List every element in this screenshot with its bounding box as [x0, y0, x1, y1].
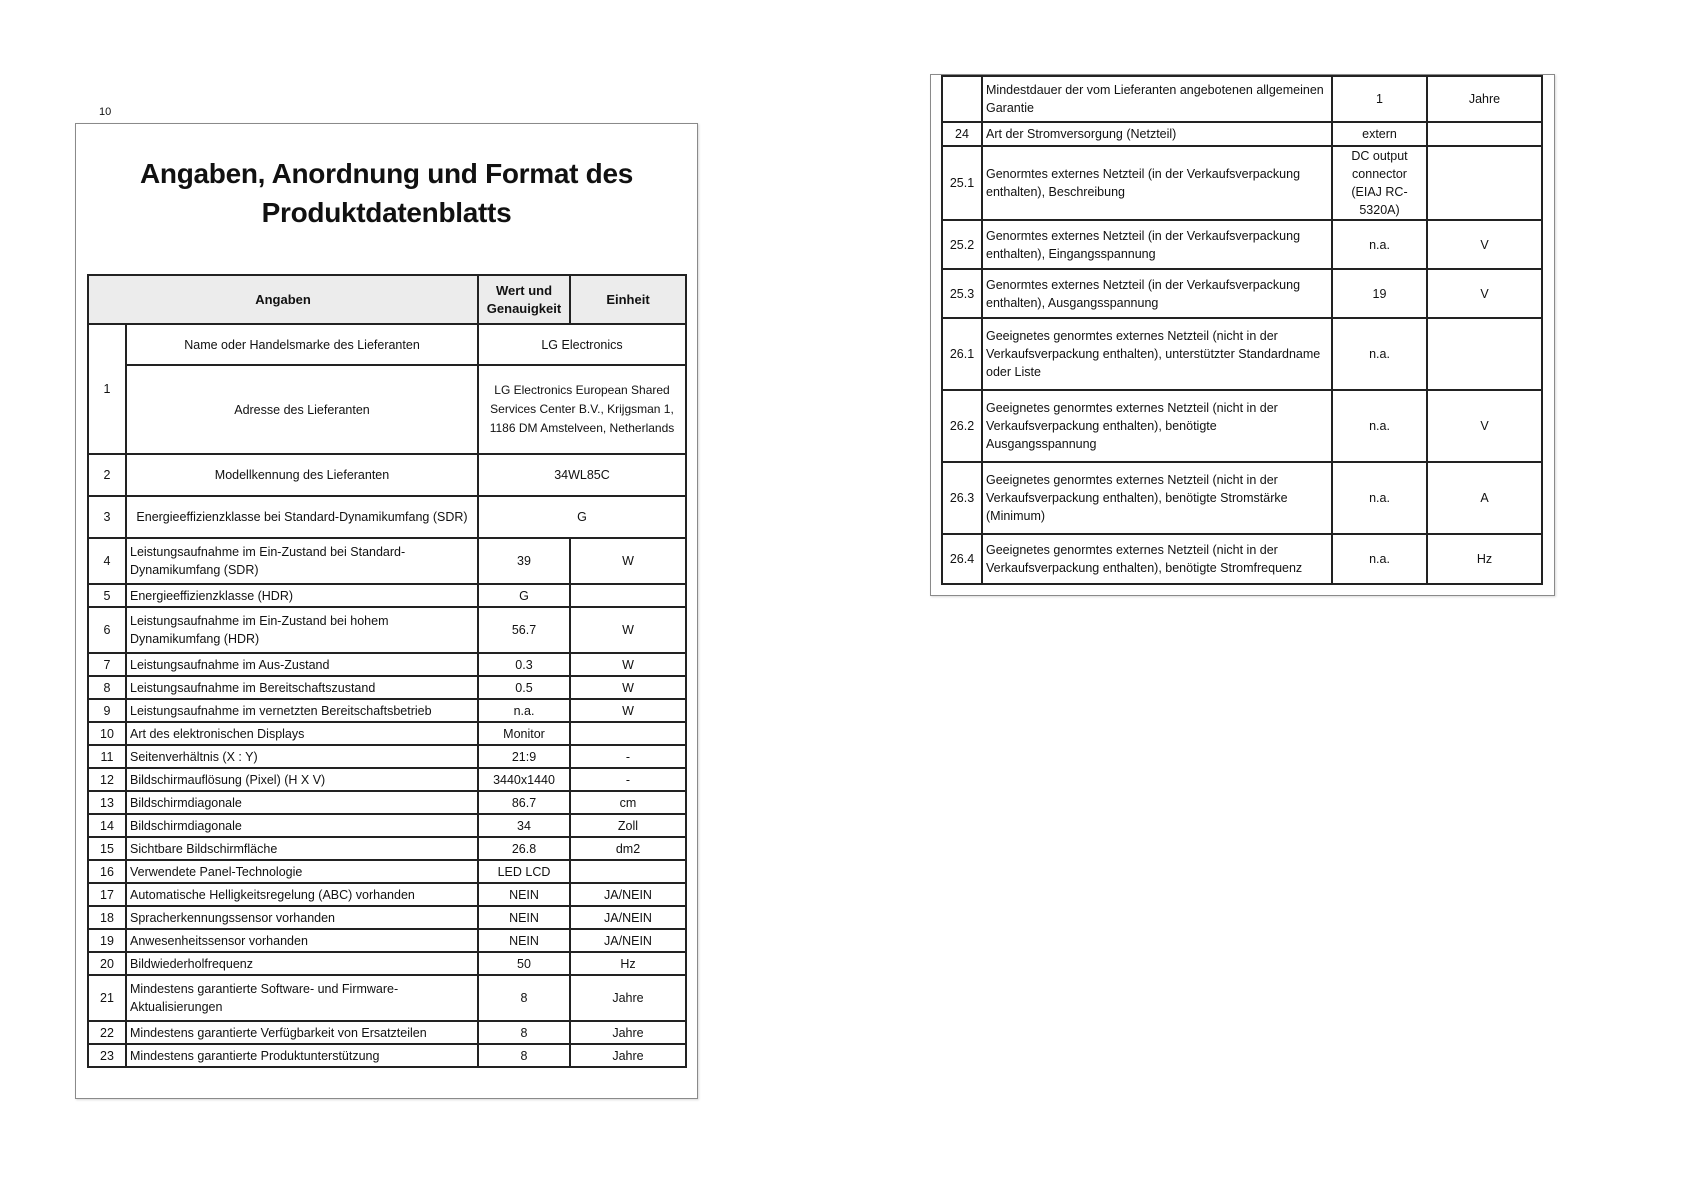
row-value: G [478, 584, 570, 607]
page-title [76, 154, 697, 232]
row-number: 26.4 [942, 534, 982, 584]
row-label: Mindestens garantierte Verfügbarkeit von Ersatzteilen [126, 1021, 478, 1044]
row-unit: Hz [1427, 534, 1542, 584]
row-label: Leistungsaufnahme im Ein-Zustand bei Standard-Dynamikumfang (SDR) [126, 538, 478, 584]
row-label: Geeignetes genormtes externes Netzteil (nicht in der Verkaufsverpackung enthalten), benötigte Ausgangsspannung [982, 390, 1332, 462]
table-row [88, 929, 686, 952]
product-data-table [87, 274, 687, 1068]
row-unit: A [1427, 462, 1542, 534]
row-label: Name oder Handelsmarke des Lieferanten [126, 324, 478, 365]
row-unit: Jahre [570, 1021, 686, 1044]
row-value: n.a. [1332, 534, 1427, 584]
row-number: 16 [88, 860, 126, 883]
row-number: 26.3 [942, 462, 982, 534]
row-label: Adresse des Lieferanten [126, 365, 478, 454]
row-number: 12 [88, 768, 126, 791]
row-value: LG Electronics [478, 324, 686, 365]
table-row [88, 883, 686, 906]
table-row [88, 699, 686, 722]
row-number: 23 [88, 1044, 126, 1067]
row-number: 24 [942, 122, 982, 146]
row-label: Art der Stromversorgung (Netzteil) [982, 122, 1332, 146]
table-row [88, 324, 686, 365]
row-value: DC output connector (EIAJ RC-5320A) [1332, 146, 1427, 220]
row-number: 25.3 [942, 269, 982, 318]
row-value: 34 [478, 814, 570, 837]
row-value: 39 [478, 538, 570, 584]
table-row [88, 906, 686, 929]
table-row [88, 814, 686, 837]
table-row [942, 122, 1542, 146]
row-value: NEIN [478, 929, 570, 952]
row-label: Automatische Helligkeitsregelung (ABC) vorhanden [126, 883, 478, 906]
row-label: Mindestdauer der vom Lieferanten angebotenen allgemeinen Garantie [982, 76, 1332, 122]
row-number: 11 [88, 745, 126, 768]
table-row [88, 584, 686, 607]
header-angaben: Angaben [88, 275, 478, 324]
row-value: 26.8 [478, 837, 570, 860]
row-value: extern [1332, 122, 1427, 146]
row-unit: W [570, 653, 686, 676]
row-value: Monitor [478, 722, 570, 745]
row-number: 9 [88, 699, 126, 722]
table-row [88, 676, 686, 699]
table-row [88, 1044, 686, 1067]
row-value: G [478, 496, 686, 538]
row-unit: Jahre [570, 1044, 686, 1067]
row-value: 86.7 [478, 791, 570, 814]
row-number: 26.2 [942, 390, 982, 462]
row-value: n.a. [1332, 462, 1427, 534]
row-label: Spracherkennungssensor vorhanden [126, 906, 478, 929]
row-unit: - [570, 768, 686, 791]
table-row [942, 390, 1542, 462]
row-label: Art des elektronischen Displays [126, 722, 478, 745]
table-row [88, 496, 686, 538]
row-number: 5 [88, 584, 126, 607]
row-unit: cm [570, 791, 686, 814]
table-row [942, 318, 1542, 390]
row-label: Seitenverhältnis (X : Y) [126, 745, 478, 768]
row-label: Leistungsaufnahme im Ein-Zustand bei hohem Dynamikumfang (HDR) [126, 607, 478, 653]
table-row [942, 534, 1542, 584]
row-value: 19 [1332, 269, 1427, 318]
row-number: 4 [88, 538, 126, 584]
row-value: 0.5 [478, 676, 570, 699]
row-unit: Hz [570, 952, 686, 975]
table-row [88, 860, 686, 883]
row-unit: - [570, 745, 686, 768]
table-row [88, 538, 686, 584]
table-row [88, 653, 686, 676]
row-value: 34WL85C [478, 454, 686, 496]
row-label: Anwesenheitssensor vorhanden [126, 929, 478, 952]
row-number: 13 [88, 791, 126, 814]
table-row [88, 1021, 686, 1044]
row-unit: JA/NEIN [570, 906, 686, 929]
row-unit [570, 860, 686, 883]
title-line-2: Produktdatenblatts [261, 197, 512, 228]
row-unit [570, 584, 686, 607]
row-unit: V [1427, 220, 1542, 269]
row-label: Bildschirmdiagonale [126, 791, 478, 814]
row-number: 21 [88, 975, 126, 1021]
row-label: Energieeffizienzklasse bei Standard-Dynamikumfang (SDR) [126, 496, 478, 538]
row-value: NEIN [478, 906, 570, 929]
row-value: n.a. [1332, 390, 1427, 462]
row-label: Leistungsaufnahme im Bereitschaftszustand [126, 676, 478, 699]
row-label: Genormtes externes Netzteil (in der Verkaufsverpackung enthalten), Eingangsspannung [982, 220, 1332, 269]
header-einheit: Einheit [570, 275, 686, 324]
table-row [942, 462, 1542, 534]
header-wert: Wert und Genauigkeit [478, 275, 570, 324]
row-number: 20 [88, 952, 126, 975]
row-number: 6 [88, 607, 126, 653]
row-label: Leistungsaufnahme im Aus-Zustand [126, 653, 478, 676]
right-document-page [930, 74, 1555, 596]
row-unit: W [570, 676, 686, 699]
table-row [942, 146, 1542, 220]
table-row [88, 768, 686, 791]
row-label: Energieeffizienzklasse (HDR) [126, 584, 478, 607]
row-label: Geeignetes genormtes externes Netzteil (nicht in der Verkaufsverpackung enthalten), benötigte Stromfrequenz [982, 534, 1332, 584]
row-value: LED LCD [478, 860, 570, 883]
row-value: n.a. [478, 699, 570, 722]
row-unit: W [570, 538, 686, 584]
row-unit: W [570, 607, 686, 653]
row-label: Verwendete Panel-Technologie [126, 860, 478, 883]
row-number: 2 [88, 454, 126, 496]
row-value: 0.3 [478, 653, 570, 676]
table-row [942, 220, 1542, 269]
row-value: 8 [478, 975, 570, 1021]
table-row [88, 791, 686, 814]
row-value: 3440x1440 [478, 768, 570, 791]
table-header-row [88, 275, 686, 324]
row-label: Mindestens garantierte Software- und Firmware-Aktualisierungen [126, 975, 478, 1021]
row-unit [570, 722, 686, 745]
row-unit: JA/NEIN [570, 883, 686, 906]
table-row [88, 722, 686, 745]
left-document-page [75, 123, 698, 1099]
row-label: Geeignetes genormtes externes Netzteil (nicht in der Verkaufsverpackung enthalten), benötigte Stromstärke (Minimum) [982, 462, 1332, 534]
row-unit: Zoll [570, 814, 686, 837]
row-number: 25.1 [942, 146, 982, 220]
row-unit: Jahre [570, 975, 686, 1021]
table-row [88, 837, 686, 860]
row-number: 25.2 [942, 220, 982, 269]
table-row [88, 952, 686, 975]
row-value: 21:9 [478, 745, 570, 768]
row-unit: dm2 [570, 837, 686, 860]
row-number: 19 [88, 929, 126, 952]
row-label: Leistungsaufnahme im vernetzten Bereitschaftsbetrieb [126, 699, 478, 722]
row-unit: JA/NEIN [570, 929, 686, 952]
table-row [88, 975, 686, 1021]
row-number: 26.1 [942, 318, 982, 390]
row-number: 8 [88, 676, 126, 699]
table-row [88, 365, 686, 454]
row-number: 14 [88, 814, 126, 837]
row-value: 50 [478, 952, 570, 975]
row-unit [1427, 318, 1542, 390]
row-unit [1427, 122, 1542, 146]
table-row [88, 745, 686, 768]
row-number: 10 [88, 722, 126, 745]
row-number: 22 [88, 1021, 126, 1044]
row-label: Bildwiederholfrequenz [126, 952, 478, 975]
table-row [88, 607, 686, 653]
row-unit: V [1427, 390, 1542, 462]
row-label: Bildschirmauflösung (Pixel) (H X V) [126, 768, 478, 791]
row-unit: Jahre [1427, 76, 1542, 122]
row-label: Bildschirmdiagonale [126, 814, 478, 837]
row-label: Geeignetes genormtes externes Netzteil (nicht in der Verkaufsverpackung enthalten), unterstützter Standardname oder Liste [982, 318, 1332, 390]
table-row [88, 454, 686, 496]
row-value: LG Electronics European Shared Services Center B.V., Krijgsman 1, 1186 DM Amstelveen, Netherlands [478, 365, 686, 454]
row-number [942, 76, 982, 122]
row-value: 8 [478, 1044, 570, 1067]
row-unit: V [1427, 269, 1542, 318]
row-label: Genormtes externes Netzteil (in der Verkaufsverpackung enthalten), Ausgangsspannung [982, 269, 1332, 318]
row-label: Sichtbare Bildschirmfläche [126, 837, 478, 860]
row-value: n.a. [1332, 220, 1427, 269]
row-number: 3 [88, 496, 126, 538]
row-value: NEIN [478, 883, 570, 906]
page-number: 10 [99, 106, 112, 118]
table-row [942, 269, 1542, 318]
title-line-1: Angaben, Anordnung und Format des [139, 158, 634, 189]
row-value: 1 [1332, 76, 1427, 122]
row-value: 56.7 [478, 607, 570, 653]
row-number: 17 [88, 883, 126, 906]
row-unit: W [570, 699, 686, 722]
row-number: 7 [88, 653, 126, 676]
row-number: 18 [88, 906, 126, 929]
row-unit [1427, 146, 1542, 220]
row-number: 1 [88, 324, 126, 454]
product-data-table-continued [941, 75, 1543, 585]
table-row [942, 76, 1542, 122]
row-label: Modellkennung des Lieferanten [126, 454, 478, 496]
row-value: 8 [478, 1021, 570, 1044]
row-label: Mindestens garantierte Produktunterstützung [126, 1044, 478, 1067]
row-label: Genormtes externes Netzteil (in der Verkaufsverpackung enthalten), Beschreibung [982, 146, 1332, 220]
row-number: 15 [88, 837, 126, 860]
row-value: n.a. [1332, 318, 1427, 390]
